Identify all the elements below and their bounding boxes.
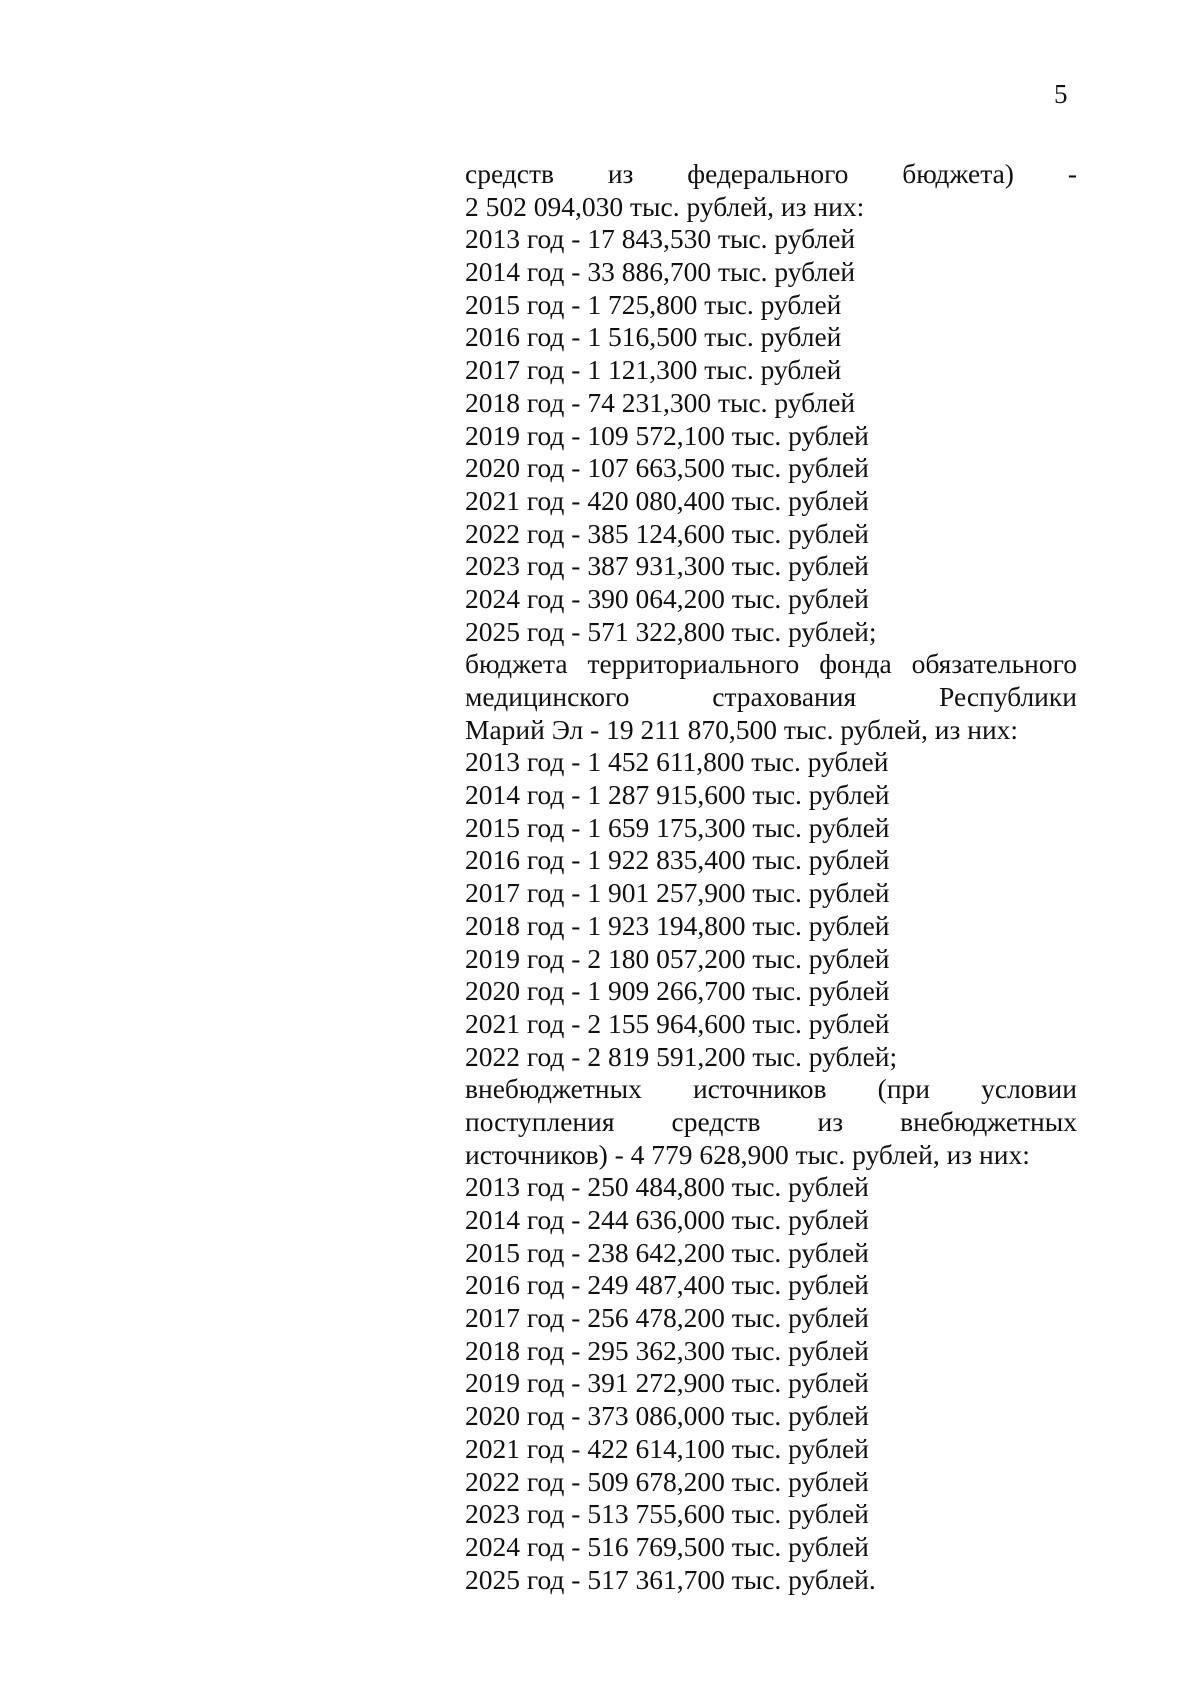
text-line: 2023 год - 513 755,600 тыс. рублей [465, 1498, 869, 1530]
text-line: 2014 год - 1 287 915,600 тыс. рублей [465, 779, 890, 811]
text-word: средств [465, 158, 554, 189]
text-word: медицинского [465, 681, 630, 712]
text-word: территориального [587, 648, 800, 680]
text-line: 2014 год - 33 886,700 тыс. рублей [465, 256, 856, 288]
text-line: 2017 год - 1 121,300 тыс. рублей [465, 354, 842, 386]
justified-text-line [465, 681, 1077, 714]
text-line: Марий Эл - 19 211 870,500 тыс. рублей, из них: [465, 713, 1019, 745]
text-line: 2023 год - 387 931,300 тыс. рублей [465, 550, 869, 582]
document-text-block [465, 158, 1077, 1596]
text-line: 2019 год - 109 572,100 тыс. рублей [465, 419, 869, 451]
text-line: 2015 год - 1 659 175,300 тыс. рублей [465, 811, 890, 843]
text-line: 2016 год - 1 922 835,400 тыс. рублей [465, 844, 890, 876]
text-word: бюджета [465, 648, 568, 680]
text-line: 2014 год - 244 636,000 тыс. рублей [465, 1204, 869, 1235]
text-line: 2018 год - 74 231,300 тыс. рублей [465, 386, 856, 418]
justified-text-line [465, 648, 1077, 681]
text-word: источников [692, 1073, 827, 1105]
text-line: 2024 год - 390 064,200 тыс. рублей [465, 582, 869, 614]
text-word: федерального [687, 158, 849, 189]
text-line: 2020 год - 107 663,500 тыс. рублей [465, 452, 869, 484]
text-line: 2019 год - 391 272,900 тыс. рублей [465, 1367, 869, 1399]
text-line: 2020 год - 373 086,000 тыс. рублей [465, 1400, 869, 1432]
text-word: внебюджетных [465, 1073, 642, 1105]
justified-text-line [465, 1106, 1077, 1139]
text-line: 2021 год - 2 155 964,600 тыс. рублей [465, 1007, 890, 1039]
text-line: 2017 год - 1 901 257,900 тыс. рублей [465, 877, 890, 909]
justified-text-line [465, 1073, 1077, 1106]
text-word: из [817, 1105, 844, 1137]
text-line: 2 502 094,030 тыс. рублей, из них: [465, 190, 865, 222]
text-word: бюджета) [902, 158, 1014, 189]
text-word: внебюджетных [900, 1105, 1077, 1137]
text-line: 2021 год - 420 080,400 тыс. рублей [465, 484, 869, 516]
text-line: 2022 год - 2 819 591,200 тыс. рублей; [465, 1040, 898, 1072]
text-line: 2018 год - 295 362,300 тыс. рублей [465, 1334, 869, 1366]
text-line: 2015 год - 1 725,800 тыс. рублей [465, 288, 842, 320]
text-line: 2016 год - 1 516,500 тыс. рублей [465, 321, 842, 353]
page-number: 5 [1054, 79, 1068, 109]
text-word: обязательного [911, 648, 1077, 680]
text-line: 2018 год - 1 923 194,800 тыс. рублей [465, 909, 890, 941]
text-word: (при [877, 1073, 930, 1105]
text-line: источников) - 4 779 628,900 тыс. рублей, из них: [465, 1138, 1030, 1170]
text-line: 2022 год - 385 124,600 тыс. рублей [465, 517, 869, 549]
text-line: 2016 год - 249 487,400 тыс. рублей [465, 1269, 869, 1301]
text-line: 2024 год - 516 769,500 тыс. рублей [465, 1530, 869, 1562]
justified-text-line [465, 158, 1077, 191]
text-line: 2020 год - 1 909 266,700 тыс. рублей [465, 975, 890, 1007]
text-word: из [607, 158, 634, 189]
text-word: средств [671, 1105, 761, 1137]
text-word: Республики [939, 681, 1077, 712]
text-line: 2019 год - 2 180 057,200 тыс. рублей [465, 942, 890, 974]
text-word: - [1067, 158, 1077, 189]
text-word: условии [981, 1073, 1077, 1105]
text-word: страхования [712, 681, 857, 712]
text-word: фонда [819, 648, 892, 680]
text-line: 2021 год - 422 614,100 тыс. рублей [465, 1432, 869, 1464]
text-line: 2015 год - 238 642,200 тыс. рублей [465, 1236, 869, 1268]
text-word: поступления [465, 1105, 615, 1137]
text-line: 2013 год - 1 452 611,800 тыс. рублей [465, 746, 889, 778]
text-line: 2013 год - 250 484,800 тыс. рублей [465, 1171, 869, 1203]
text-line: 2025 год - 517 361,700 тыс. рублей. [465, 1563, 876, 1595]
text-line: 2017 год - 256 478,200 тыс. рублей [465, 1302, 869, 1334]
text-line: 2013 год - 17 843,530 тыс. рублей [465, 223, 856, 255]
text-line: 2022 год - 509 678,200 тыс. рублей [465, 1465, 869, 1497]
text-line: 2025 год - 571 322,800 тыс. рублей; [465, 615, 877, 647]
